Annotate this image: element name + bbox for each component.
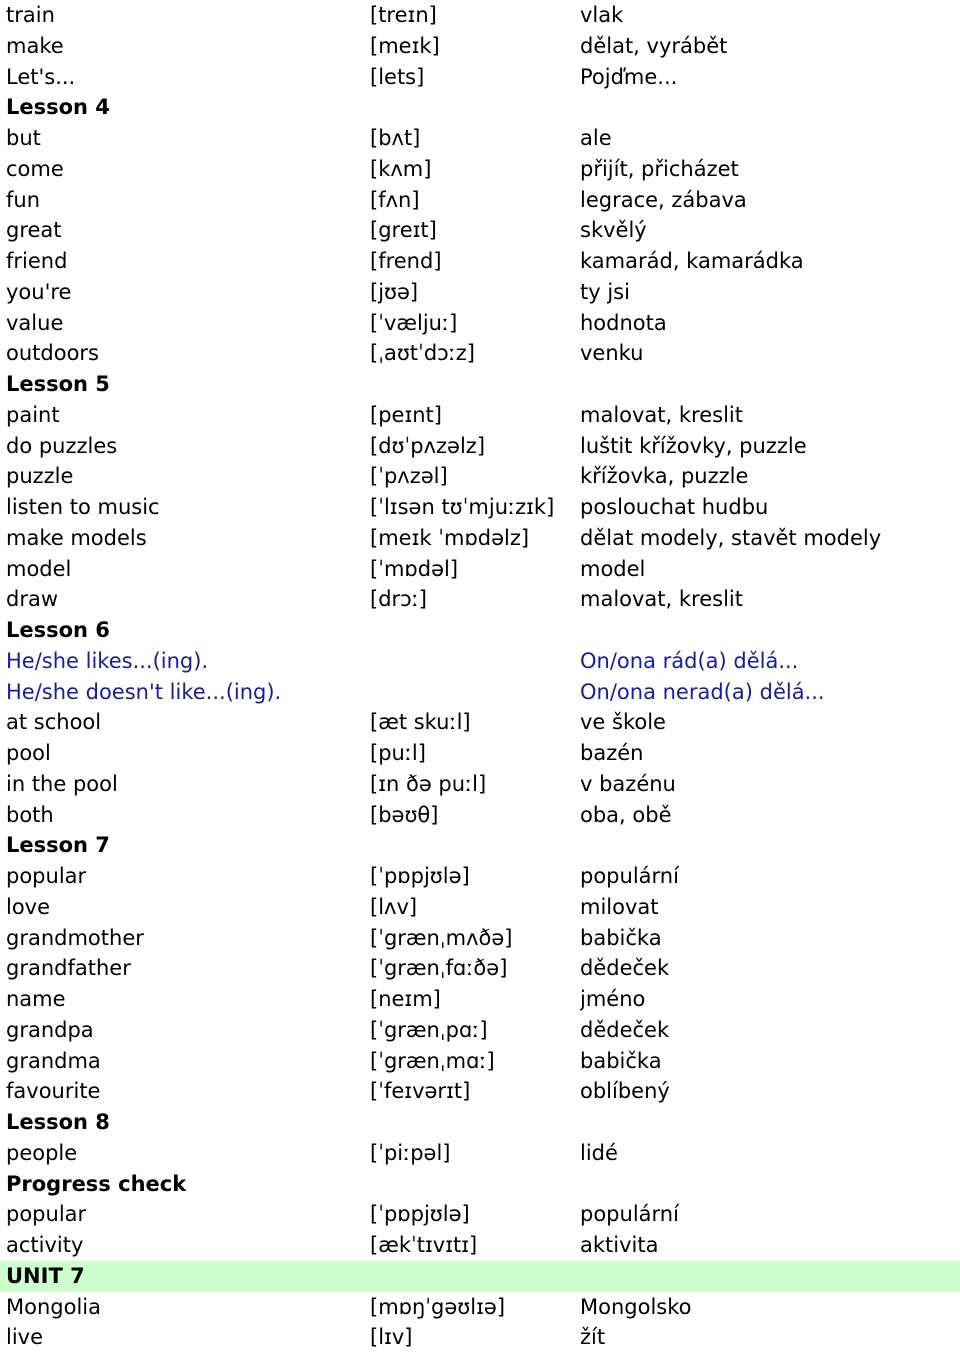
pronunciation: [peɪnt] [370, 402, 442, 427]
czech-translation: ale [580, 126, 612, 150]
pronunciation: [ˈgrænˌmɑː] [370, 1048, 495, 1073]
czech-translation: dědeček [580, 956, 670, 981]
pronunciation: [bəʊθ] [370, 802, 439, 827]
unit-heading-row [0, 1261, 960, 1292]
vocab-row [0, 62, 960, 93]
czech-translation: malovat, kreslit [580, 402, 743, 427]
czech-translation: model [580, 556, 646, 581]
english-term: great [6, 218, 62, 243]
vocab-row [0, 31, 960, 62]
english-term: name [6, 987, 66, 1011]
pronunciation: [neɪm] [370, 987, 441, 1011]
pronunciation: [ˈpʌzəl] [370, 464, 448, 489]
pronunciation: [jʊə] [370, 279, 419, 304]
english-term: grandmother [6, 925, 144, 950]
english-term: model [6, 556, 72, 581]
czech-translation: On/ona nerad(a) dělá... [580, 679, 825, 704]
czech-translation: milovat [580, 894, 659, 919]
vocab-row [0, 0, 960, 31]
vocab-row [0, 123, 960, 154]
vocab-row [0, 461, 960, 492]
vocab-row [0, 338, 960, 369]
vocab-row [0, 1046, 960, 1077]
english-term: puzzle [6, 464, 74, 489]
vocab-row [0, 554, 960, 585]
vocab-row [0, 1292, 960, 1323]
english-term: grandma [6, 1048, 101, 1073]
czech-translation: vlak [580, 3, 624, 27]
english-term: popular [6, 1202, 87, 1227]
english-term: do puzzles [6, 433, 118, 458]
pronunciation: [puːl] [370, 741, 426, 765]
czech-translation: hodnota [580, 310, 667, 335]
lesson-heading-row [0, 369, 960, 400]
czech-translation: populární [580, 1202, 679, 1227]
vocab-row [0, 215, 960, 246]
english-term: Let's... [6, 64, 76, 89]
pronunciation: [ɪn ðə puːl] [370, 771, 487, 796]
vocab-row [0, 154, 960, 185]
pronunciation: [ˈlɪsən tʊˈmjuːzɪk] [370, 495, 555, 519]
vocab-row [0, 707, 960, 738]
pronunciation: [treɪn] [370, 3, 437, 27]
english-term: draw [6, 587, 59, 612]
english-term: friend [6, 249, 68, 273]
vocab-row [0, 769, 960, 800]
lesson-heading-row [0, 1107, 960, 1138]
czech-translation: skvělý [580, 218, 647, 243]
pronunciation: [drɔː] [370, 587, 427, 612]
czech-translation: oblíbený [580, 1079, 670, 1104]
czech-translation: bazén [580, 741, 644, 765]
czech-translation: legrace, zábava [580, 187, 747, 212]
english-term: come [6, 156, 64, 181]
czech-translation: luštit křížovky, puzzle [580, 433, 807, 458]
english-term: Lesson 4 [6, 95, 110, 120]
czech-translation: Pojďme... [580, 64, 678, 89]
english-term: Lesson 8 [6, 1110, 110, 1134]
czech-translation: žít [580, 1325, 606, 1350]
vocab-row [0, 1230, 960, 1261]
english-term: outdoors [6, 341, 99, 366]
vocab-row [0, 1322, 960, 1353]
english-term: He/she doesn't like...(ing). [6, 679, 282, 704]
pronunciation: [ˈmɒdəl] [370, 556, 459, 581]
vocab-row [0, 185, 960, 216]
czech-translation: poslouchat hudbu [580, 495, 769, 519]
vocab-row [0, 492, 960, 523]
czech-translation: dělat modely, stavět modely [580, 525, 882, 550]
pronunciation: [fʌn] [370, 187, 420, 212]
czech-translation: babička [580, 925, 662, 950]
pronunciation: [meɪk ˈmɒdəlz] [370, 525, 530, 550]
english-term: Lesson 5 [6, 372, 110, 396]
pronunciation: [ˈfeɪvərɪt] [370, 1079, 471, 1104]
english-term: make models [6, 525, 147, 550]
lesson-heading-row [0, 92, 960, 123]
english-term: listen to music [6, 495, 160, 519]
pronunciation: [ˈpɒpjʊlə] [370, 864, 470, 888]
phrase-row [0, 646, 960, 677]
czech-translation: křížovka, puzzle [580, 464, 749, 489]
pronunciation: [bʌt] [370, 126, 421, 150]
english-term: make [6, 33, 64, 58]
vocab-row [0, 246, 960, 277]
vocab-row [0, 431, 960, 462]
english-term: Lesson 6 [6, 618, 110, 642]
english-term: popular [6, 864, 87, 888]
vocab-row [0, 800, 960, 831]
pronunciation: [ˈpɒpjʊlə] [370, 1202, 470, 1227]
vocab-row [0, 523, 960, 554]
vocab-row [0, 400, 960, 431]
pronunciation: [lɪv] [370, 1325, 413, 1350]
pronunciation: [greɪt] [370, 218, 437, 243]
english-term: love [6, 894, 51, 919]
english-term: He/she likes...(ing). [6, 648, 209, 673]
english-term: you're [6, 279, 72, 304]
czech-translation: v bazénu [580, 771, 676, 796]
lesson-heading-row [0, 830, 960, 861]
english-term: grandfather [6, 956, 131, 981]
vocab-row [0, 861, 960, 892]
pronunciation: [kʌm] [370, 156, 432, 181]
pronunciation: [ˈgrænˌpɑː] [370, 1017, 488, 1042]
english-term: but [6, 126, 41, 150]
english-term: at school [6, 710, 102, 735]
vocab-row [0, 892, 960, 923]
pronunciation: [ˌaʊtˈdɔːz] [370, 341, 475, 366]
czech-translation: malovat, kreslit [580, 587, 743, 612]
english-term: in the pool [6, 771, 118, 796]
czech-translation: ty jsi [580, 279, 630, 304]
czech-translation: kamarád, kamarádka [580, 249, 804, 273]
pronunciation: [meɪk] [370, 33, 440, 58]
czech-translation: babička [580, 1048, 662, 1073]
english-term: activity [6, 1233, 84, 1257]
pronunciation: [ˈgrænˌmʌðə] [370, 925, 513, 950]
czech-translation: populární [580, 864, 679, 888]
pronunciation: [ˈvæljuː] [370, 310, 458, 335]
vocab-row [0, 1076, 960, 1107]
pronunciation: [dʊˈpʌzəlz] [370, 433, 486, 458]
english-term: both [6, 802, 54, 827]
english-term: value [6, 310, 64, 335]
lesson-heading-row [0, 1169, 960, 1200]
lesson-heading-row [0, 615, 960, 646]
czech-translation: dělat, vyrábět [580, 33, 728, 58]
czech-translation: přijít, přicházet [580, 156, 739, 181]
pronunciation: [ˈpiːpəl] [370, 1140, 451, 1165]
pronunciation: [mɒŋˈgəʊlɪə] [370, 1294, 506, 1319]
vocab-row [0, 1199, 960, 1230]
english-term: Progress check [6, 1171, 187, 1196]
english-term: Lesson 7 [6, 833, 110, 858]
pronunciation: [lets] [370, 64, 425, 89]
vocab-row [0, 584, 960, 615]
czech-translation: lidé [580, 1140, 618, 1165]
pronunciation: [ˈgrænˌfɑːðə] [370, 956, 508, 981]
czech-translation: dědeček [580, 1017, 670, 1042]
czech-translation: Mongolsko [580, 1294, 692, 1319]
english-term: paint [6, 402, 60, 427]
pronunciation: [lʌv] [370, 894, 418, 919]
vocab-row [0, 738, 960, 769]
vocab-row [0, 1138, 960, 1169]
english-term: fun [6, 187, 41, 212]
vocab-row [0, 277, 960, 308]
vocab-row [0, 1015, 960, 1046]
phrase-row [0, 677, 960, 708]
czech-translation: On/ona rád(a) dělá... [580, 648, 799, 673]
czech-translation: ve škole [580, 710, 666, 735]
pronunciation: [æt skuːl] [370, 710, 471, 735]
english-term: grandpa [6, 1017, 94, 1042]
czech-translation: aktivita [580, 1233, 659, 1257]
english-term: favourite [6, 1079, 101, 1104]
czech-translation: jméno [580, 987, 646, 1011]
pronunciation: [frend] [370, 249, 442, 273]
english-term: pool [6, 741, 51, 765]
czech-translation: oba, obě [580, 802, 672, 827]
english-term: Mongolia [6, 1294, 101, 1319]
english-term: UNIT 7 [6, 1263, 85, 1288]
vocab-row [0, 923, 960, 954]
english-term: train [6, 3, 55, 27]
vocab-row [0, 984, 960, 1015]
english-term: live [6, 1325, 44, 1350]
pronunciation: [ækˈtɪvɪtɪ] [370, 1233, 478, 1257]
english-term: people [6, 1140, 78, 1165]
vocab-row [0, 308, 960, 339]
czech-translation: venku [580, 341, 644, 366]
vocab-row [0, 953, 960, 984]
